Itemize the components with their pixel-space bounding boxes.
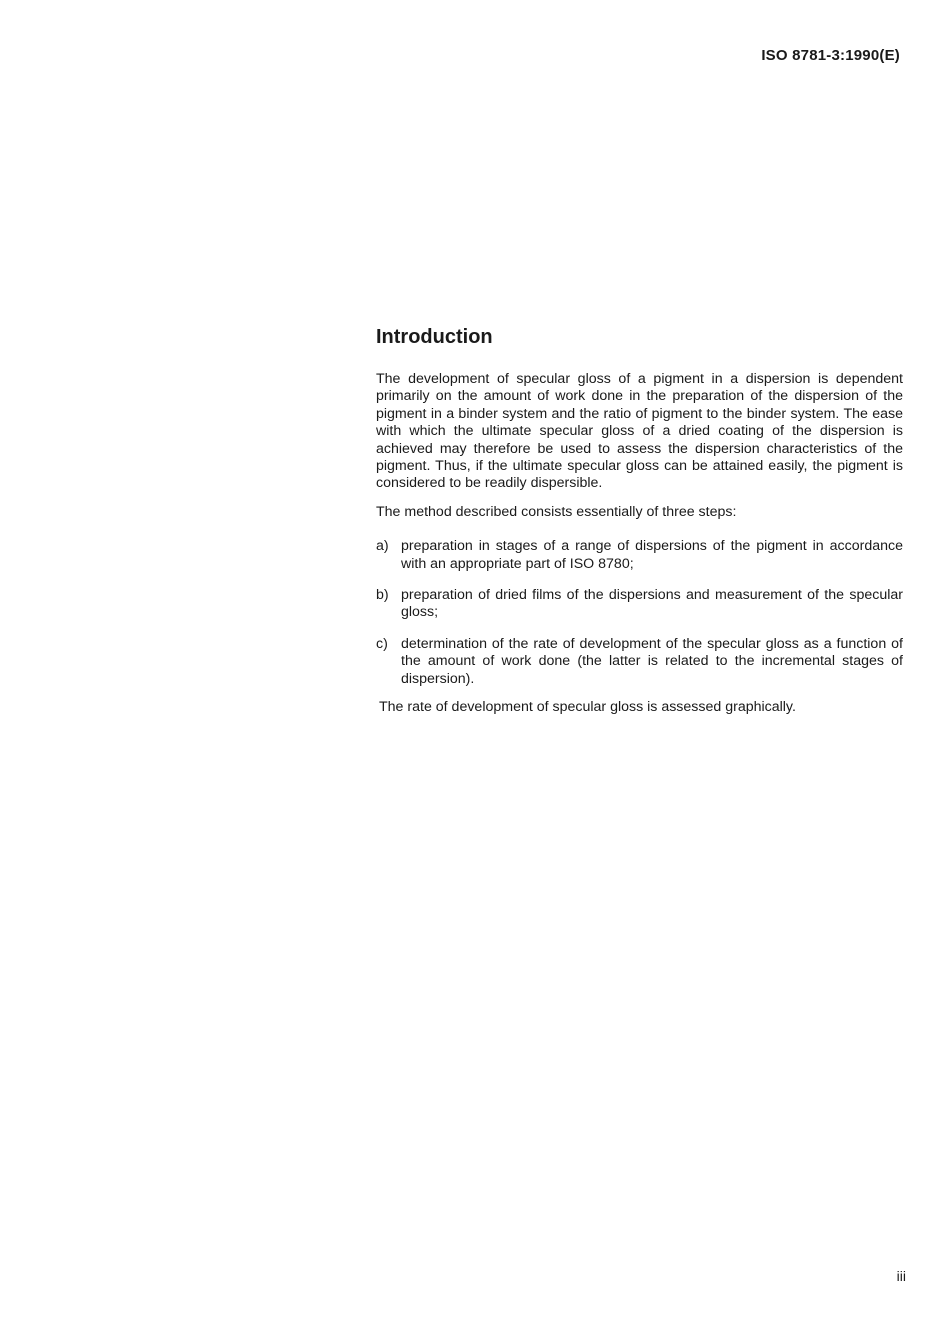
list-marker: b) <box>376 587 389 604</box>
list-item <box>376 636 903 688</box>
list-item-text: preparation of dried films of the dispersions and measurement of the specular gloss; <box>401 587 903 621</box>
list-item <box>376 587 903 622</box>
method-lead-paragraph: The method described consists essentially of three steps: <box>376 503 737 520</box>
intro-paragraph: The development of specular gloss of a pigment in a dispersion is dependent primarily on the amount of work done in the preparation of the dispersion of the pigment in a binder system and the ratio of pigment to the binder system. The ease with which the ultimate specular gloss of a dried coating of the dispersion is achieved may therefore be used to assess the dispersion characteristics of the pigment. Thus, if the ultimate specular gloss can be attained easily, the pigment is considered to be readily dispersible. <box>376 371 903 492</box>
introduction-section <box>376 326 903 728</box>
closing-paragraph: The rate of development of specular gloss is assessed graphically. <box>379 699 796 716</box>
page-number: iii <box>896 1268 906 1284</box>
section-title: Introduction <box>376 326 493 348</box>
steps-list <box>376 538 903 688</box>
list-item-text: determination of the rate of development of the specular gloss as a function of the amount of work done (the latter is related to the incremental stages of dispersion). <box>401 635 903 687</box>
list-marker: c) <box>376 635 388 652</box>
list-marker: a) <box>376 538 389 555</box>
standard-reference: ISO 8781-3:1990(E) <box>761 47 900 64</box>
list-item-text: preparation in stages of a range of dispersions of the pigment in accordance with an appropriate part of ISO 8780; <box>401 538 903 572</box>
list-item <box>376 538 903 573</box>
